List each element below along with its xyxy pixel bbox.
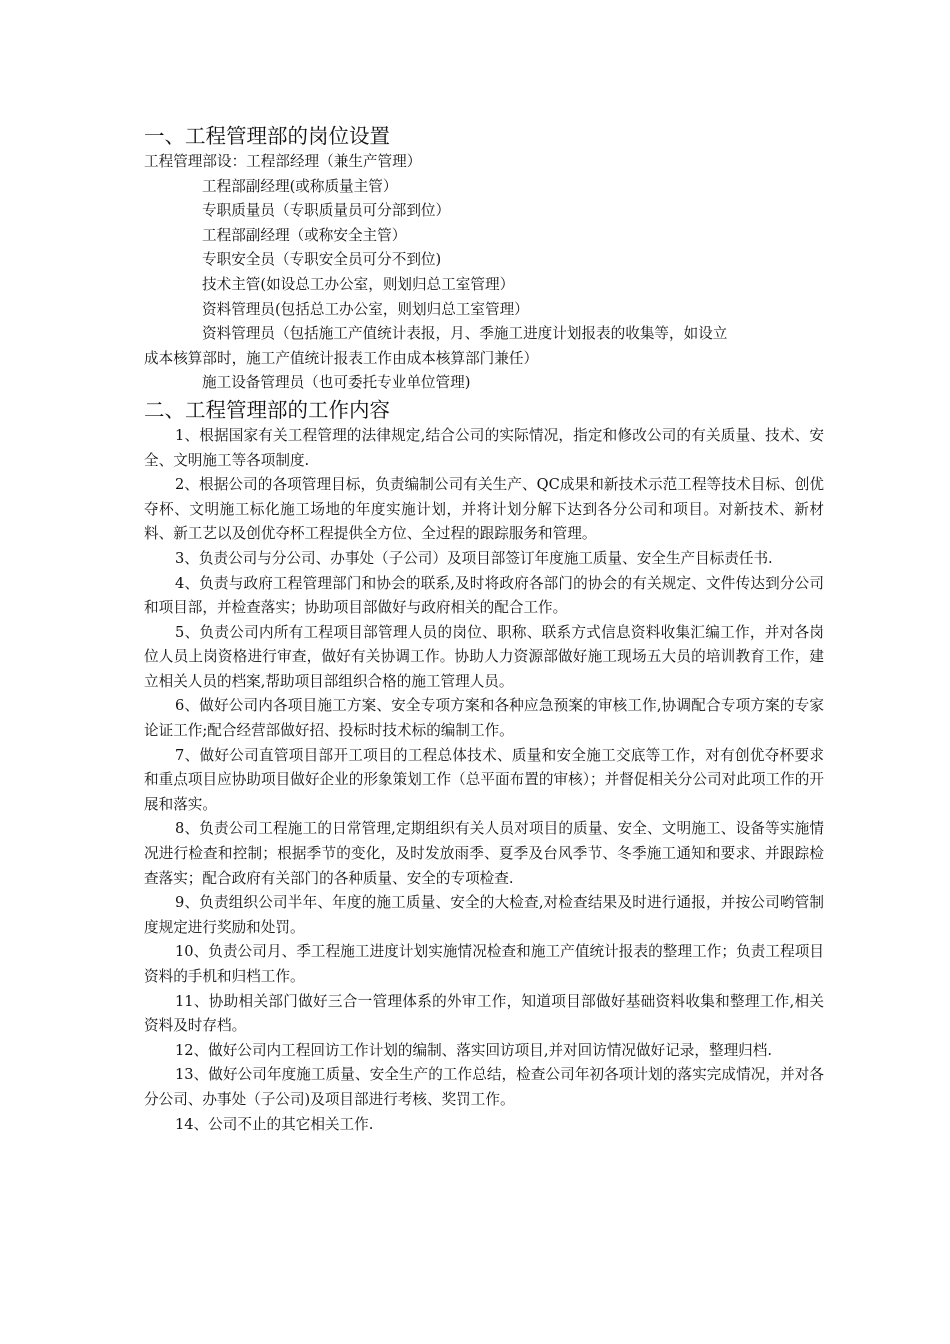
document-page	[144, 122, 824, 1137]
work-item: 14、公司不止的其它相关工作.	[175, 1115, 374, 1133]
position-item: 专职安全员（专职安全员可分不到位)	[202, 251, 442, 269]
position-item: 工程部副经理(或称质量主管）	[202, 177, 398, 195]
work-item: 8、负责公司工程施工的日常管理,定期组织有关人员对项目的质量、安全、文明施工、设备等实施情况进行检查和控制；根据季节的变化，及时发放雨季、夏季及台风季节、冬季施工通知和要求、并跟踪检查落实；配合政府有关部门的各种质量、安全的专项检查.	[144, 820, 824, 887]
work-item: 2、根据公司的各项管理目标，负责编制公司有关生产、QC成果和新技术示范工程等技术目标、创优夺杯、文明施工标化施工场地的年度实施计划，并将计划分解下达到各分公司和项目。对新技术、新材料、新工艺以及创优夺杯工程提供全方位、全过程的跟踪服务和管理。	[144, 476, 824, 543]
work-item: 4、负责与政府工程管理部门和协会的联系,及时将政府各部门的协会的有关规定、文件传达到分公司和项目部，并检查落实；协助项目部做好与政府相关的配合工作。	[144, 574, 824, 617]
work-item: 7、做好公司直管项目部开工项目的工程总体技术、质量和安全施工交底等工作，对有创优夺杯要求和重点项目应协助项目做好企业的形象策划工作（总平面布置的审核）；并督促相关分公司对此项工作的开展和落实。	[144, 746, 824, 813]
position-item: 施工设备管理员（也可委托专业单位管理)	[202, 374, 471, 392]
position-item: 资料管理员（包括施工产值统计表报，月、季施工进度计划报表的收集等，如设立	[202, 325, 728, 343]
section2-title: 二、工程管理部的工作内容	[144, 397, 390, 422]
position-item-continuation: 成本核算部时，施工产值统计报表工作由成本核算部门兼任）	[144, 349, 539, 367]
work-item: 11、协助相关部门做好三合一管理体系的外审工作，知道项目部做好基础资料收集和整理工作,相关资料及时存档。	[144, 992, 824, 1035]
section1-title: 一、工程管理部的岗位设置	[144, 124, 390, 148]
work-item: 9、负责组织公司半年、年度的施工质量、安全的大检查,对检查结果及时进行通报，并按公司哟管制度规定进行奖励和处罚。	[144, 894, 824, 936]
position-item: 技术主管(如设总工办公室，则划归总工室管理）	[202, 275, 515, 293]
position-item: 资料管理员(包括总工办公室，则划归总工室管理）	[202, 300, 529, 318]
position-item: 工程部副经理（或称安全主管）	[202, 226, 407, 244]
work-item: 6、做好公司内各项目施工方案、安全专项方案和各种应急预案的审核工作,协调配合专项方案的专家论证工作;配合经营部做好招、投标时技术标的编制工作。	[144, 697, 824, 740]
work-item: 3、负责公司与分公司、办事处（子公司）及项目部签订年度施工质量、安全生产目标责任书.	[175, 549, 773, 567]
work-item: 10、负责公司月、季工程施工进度计划实施情况检查和施工产值统计报表的整理工作；负责工程项目资料的手机和归档工作。	[144, 943, 824, 985]
work-item: 5、负责公司内所有工程项目部管理人员的岗位、职称、联系方式信息资料收集汇编工作，并对各岗位人员上岗资格进行审查，做好有关协调工作。协助人力资源部做好施工现场五大员的培训教育工作，建立相关人员的档案,帮助项目部组织合格的施工管理人员。	[144, 623, 824, 690]
work-item: 12、做好公司内工程回访工作计划的编制、落实回访项目,并对回访情况做好记录，整理归档.	[175, 1041, 773, 1059]
work-item: 13、做好公司年度施工质量、安全生产的工作总结，检查公司年初各项计划的落实完成情况，并对各分公司、办事处（子公司)及项目部进行考核、奖罚工作。	[144, 1066, 824, 1108]
work-item: 1、根据国家有关工程管理的法律规定,结合公司的实际情况，指定和修改公司的有关质量、技术、安全、文明施工等各项制度.	[144, 426, 824, 469]
position-item: 专职质量员（专职质量员可分部到位）	[202, 202, 451, 220]
section1-intro: 工程管理部设：工程部经理（兼生产管理）	[144, 153, 422, 170]
